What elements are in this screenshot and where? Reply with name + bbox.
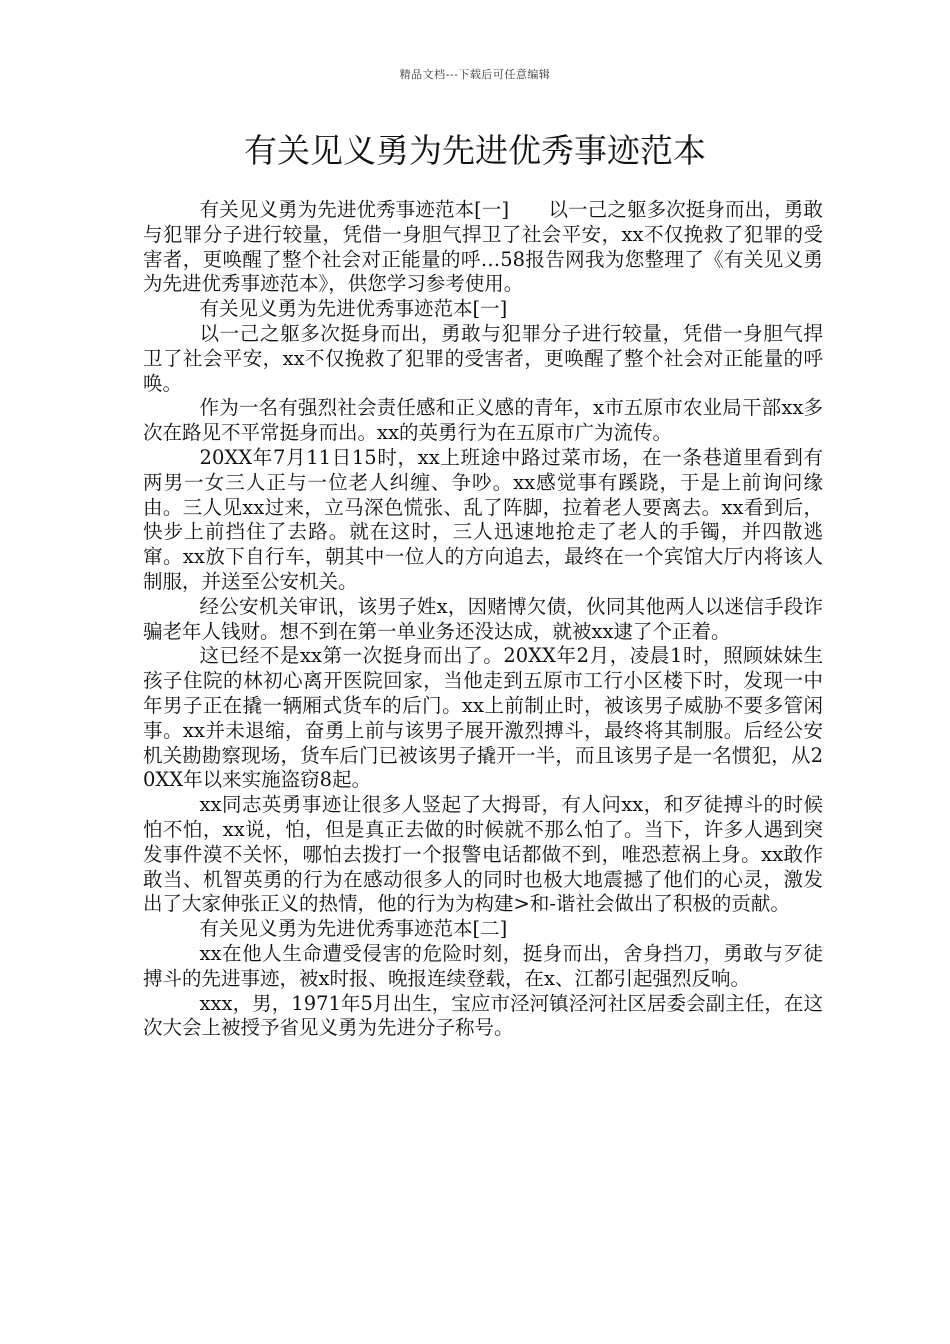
paragraph: xx同志英勇事迹让很多人竖起了大拇哥，有人问xx，和歹徒搏斗的时候怕不怕，xx说，怕，但是真正去做的时候就不那么怕了。当下，许多人遇到突发事件漠不关怀，哪怕去拨打一个报警电话都做不到，唯恐惹祸上身。xx敢作敢当、机智英勇的行为在感动很多人的同时也极大地震撼了他们的心灵，激发出了大家伸张正义的热情，他的行为为构建>和-谐社会做出了积极的贡献。 xyxy=(143,793,823,916)
section-heading-2: 有关见义勇为先进优秀事迹范本[二] xyxy=(199,917,508,941)
paragraph: xxx，男，1971年5月出生，宝应市泾河镇泾河社区居委会副主任，在这次大会上被授予省见义勇为先进分子称号。 xyxy=(143,991,823,1040)
document-title: 有关见义勇为先进优秀事迹范本 xyxy=(244,131,706,170)
document-body xyxy=(143,198,823,1041)
section-heading-1: 有关见义勇为先进优秀事迹范本[一] xyxy=(199,297,508,321)
paragraph: 20XX年7月11日15时，xx上班途中路过菜市场，在一条巷道里看到有两男一女三人正与一位老人纠缠、争吵。xx感觉事有蹊跷，于是上前询问缘由。三人见xx过来，立马深色慌张、乱了阵脚，拉着老人要离去。xx看到后，快步上前挡住了去路。就在这时，三人迅速地抢走了老人的手镯，并四散逃窜。xx放下自行车，朝其中一位人的方向追去，最终在一个宾馆大厅内将该人制服，并送至公安机关。 xyxy=(143,445,823,593)
paragraph-intro: 有关见义勇为先进优秀事迹范本[一] 以一己之躯多次挺身而出，勇敢与犯罪分子进行较量，凭借一身胆气捍卫了社会平安，xx不仅挽救了犯罪的受害者，更唤醒了整个社会对正能量的呼…58报告网我为您整理了《有关见义勇为先进优秀事迹范本》，供您学习参考使用。 xyxy=(143,198,823,296)
paragraph: 作为一名有强烈社会责任感和正义感的青年，x市五原市农业局干部xx多次在路见不平常挺身而出。xx的英勇行为在五原市广为流传。 xyxy=(143,396,823,445)
header-note: 精品文档---下载后可任意编辑 xyxy=(399,68,551,81)
paragraph: 经公安机关审讯，该男子姓x，因赌博欠债，伙同其他两人以迷信手段诈骗老年人钱财。想不到在第一单业务还没达成，就被xx逮了个正着。 xyxy=(143,594,823,643)
paragraph: 以一己之躯多次挺身而出，勇敢与犯罪分子进行较量，凭借一身胆气捍卫了社会平安，xx不仅挽救了犯罪的受害者，更唤醒了整个社会对正能量的呼唤。 xyxy=(143,321,823,395)
paragraph: 这已经不是xx第一次挺身而出了。20XX年2月，凌晨1时，照顾妹妹生孩子住院的林初心离开医院回家，当他走到五原市工行小区楼下时，发现一中年男子正在撬一辆厢式货车的后门。xx上前制止时，被该男子威胁不要多管闲事。xx并未退缩，奋勇上前与该男子展开激烈搏斗，最终将其制服。后经公安机关勘勘察现场，货车后门已被该男子撬开一半，而且该男子是一名惯犯，从20XX年以来实施盗窃8起。 xyxy=(143,644,823,792)
paragraph: xx在他人生命遭受侵害的危险时刻，挺身而出，舍身挡刀，勇敢与歹徒搏斗的先进事迹，被x时报、晚报连续登载，在x、江都引起强烈反响。 xyxy=(143,941,823,990)
